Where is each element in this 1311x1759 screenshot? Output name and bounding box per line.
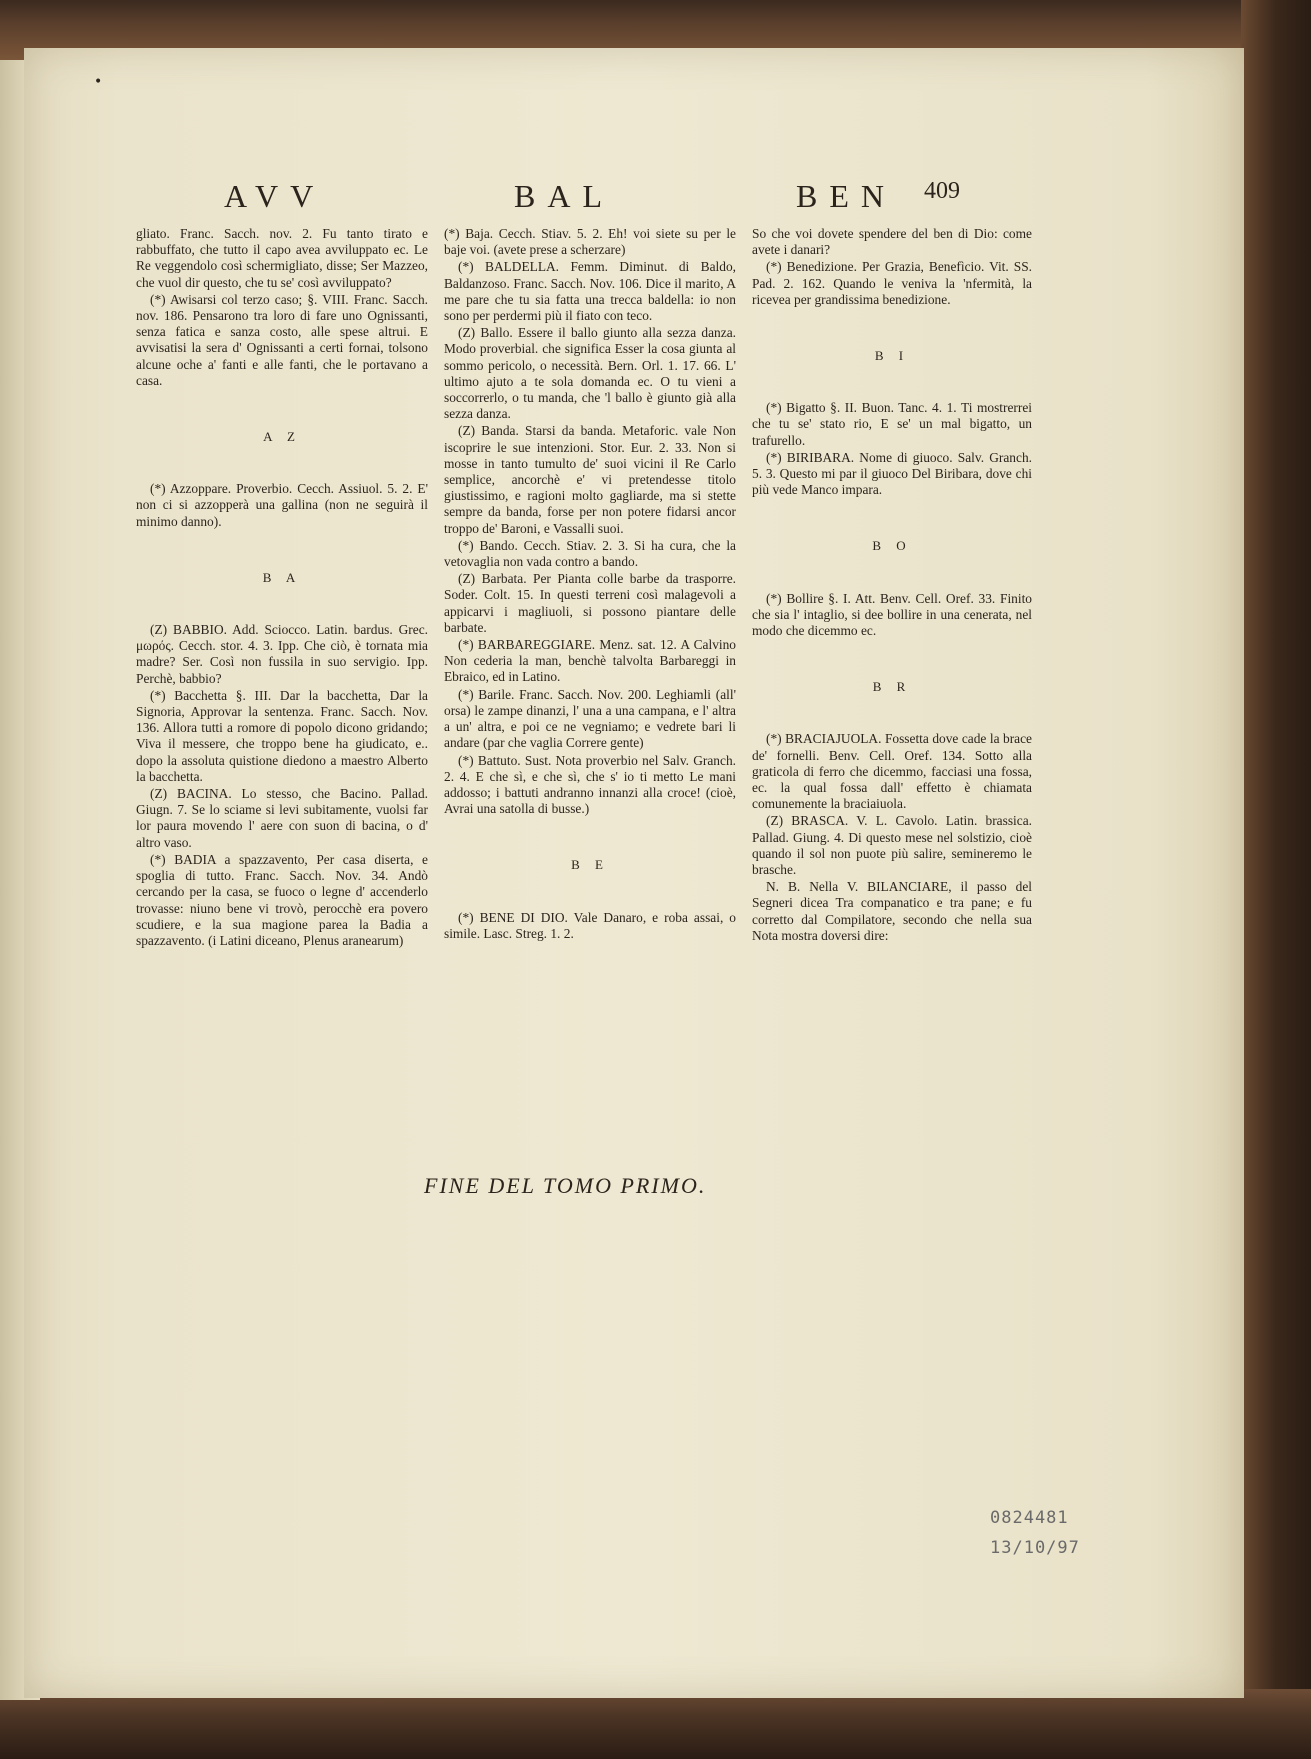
dictionary-entry: (*) BADIA a spazzavento, Per casa diserta, e spoglia di tutto. Franc. Sacch. Nov. 34. Andò cercando per la casa, se fuoco o legne d' accenderlo trovasse: niuno bene vi trovò, perocchè era povero scudiere, e la sua magione parea la Badia a spazzavento. (i Latini diceano, Plenus aranearum) <box>136 851 428 948</box>
running-head-left: AVV <box>224 178 326 214</box>
dictionary-entry: (*) BENE DI DIO. Vale Danaro, e roba assai, o simile. Lasc. Streg. 1. 2. <box>444 909 736 941</box>
dictionary-entry: (Z) Ballo. Essere il ballo giunto alla sezza danza. Modo proverbial. che significa Esser la cosa giunta al sommo pericolo, o necessità. Bern. Orl. 1. 17. 66. L' ultimo ajuto a te sola domanda ec. O tu vieni a soccorrerlo, o tu manda, che 'l ballo è giunto già alla sezza danza. <box>444 325 736 422</box>
page-bullet: • <box>94 74 103 90</box>
dictionary-entry: (*) BIRIBARA. Nome di giuoco. Salv. Granch. 5. 3. Questo mi par il giuoco Del Biribara, dove chi più vede Manco impara. <box>752 449 1032 498</box>
library-stamp <box>990 1503 1080 1563</box>
text-column-1 <box>136 226 428 950</box>
dictionary-entry: (*) Azzoppare. Proverbio. Cecch. Assiuol. 5. 2. E' non ci si azzopperà una gallina (non ne seguirà il minimo danno). <box>136 481 428 529</box>
dictionary-entry: (Z) Banda. Starsi da banda. Metaforic. vale Non iscoprire le sue intenzioni. Stor. Eur. 2. 33. Non si mosse in tanto tumulto de' suoi vicini il Re Carlo semplice, ancorchè e' vi pretendesse titolo giustissimo, e ragioni molto gagliarde, ma si stette sempre da banda, forse per non potere fidarsi ancor troppo de' Baroni, e Vassalli suoi. <box>444 423 736 536</box>
dictionary-entry: N. B. Nella V. BILANCIARE, il passo del Segneri dicea Tra companatico e tra pane; e fu corretto dal Compilatore, secondo che nella sua Nota mostra doversi dire: <box>752 879 1032 943</box>
text-column-2 <box>444 226 736 943</box>
section-heading: B O <box>872 538 912 554</box>
dictionary-entry: (*) Baja. Cecch. Stiav. 5. 2. Eh! voi siete su per le baje voi. (avete prese a scherzare) <box>444 226 736 258</box>
section-heading: B A <box>262 569 302 585</box>
section-heading: B R <box>872 679 912 695</box>
section-heading: A Z <box>263 429 301 445</box>
stamp-date: 13/10/97 <box>990 1538 1080 1558</box>
dictionary-entry: (*) Bollire §. I. Att. Benv. Cell. Oref. 33. Finito che sia l' intaglio, si dee bollire in una cenerata, nel modo che dicemmo ec. <box>752 590 1032 639</box>
dictionary-entry: (Z) BACINA. Lo stesso, che Bacino. Pallad. Giugn. 7. Se lo sciame si levi subitamente, vuolsi far lor paura movendo l' aere con suon di bacina, o d' altro vaso. <box>136 786 428 850</box>
dictionary-entry: (*) Battuto. Sust. Nota proverbio nel Salv. Granch. 2. 4. E che sì, e che sì, che s' io ti metto Le mani addosso; i battuti andranno innanzi alla croce! (cioè, Avrai una satolla di busse.) <box>444 752 736 817</box>
dictionary-entry: (*) Benedizione. Per Grazia, Benefìcio. Vit. SS. Pad. 2. 162. Quando le veniva la 'nfermità, la ricevea per grandissima benedizione. <box>752 259 1032 307</box>
dictionary-entry: So che voi dovete spendere del ben di Dio: come avete i danari? <box>752 226 1032 258</box>
cover-edge-bottom <box>0 1689 1311 1759</box>
printed-page <box>24 48 1244 1698</box>
dictionary-entry: (*) BARBAREGGIARE. Menz. sat. 12. A Calvino Non cederia la man, benchè talvolta Barbareggi in Ebraico, ed in Latino. <box>444 637 736 685</box>
section-heading: B I <box>874 348 910 364</box>
running-head-right: BEN <box>796 178 896 214</box>
dictionary-entry: (*) BRACIAJUOLA. Fossetta dove cade la brace de' fornelli. Benv. Cell. Oref. 134. Sotto alla graticola di ferro che dicemmo, facciasi una fossa, ec. la qual fossa dall' effetto è chiamata comunemente la braciaiuola. <box>752 731 1032 812</box>
dictionary-entry: (*) BALDELLA. Femm. Diminut. di Baldo, Baldanzoso. Franc. Sacch. Nov. 106. Dice il marito, A me pare che tu sia fatta una trecca baldella: io non sono per perdermi più il fiato con teco. <box>444 259 736 324</box>
section-heading: B E <box>571 857 609 873</box>
dictionary-entry: (*) Bacchetta §. III. Dar la bacchetta, Dar la Signoria, Approvar la sentenza. Franc. Sacch. Nov. 136. Allora tutti a romore di popolo dicono gridando; Viva il messere, che troppo bene ha giudicato, e.. dopo la assoluta quistione diedono a maestro Alberto la bacchetta. <box>136 687 428 784</box>
dictionary-entry: (*) Bigatto §. II. Buon. Tanc. 4. 1. Ti mostrerrei che tu se' stato rio, E se' un mal bigatto, un trafurello. <box>752 400 1032 448</box>
cover-edge-right <box>1241 0 1311 1759</box>
page-number: 409 <box>924 178 960 204</box>
dictionary-entry: (Z) Barbata. Per Pianta colle barbe da trasporre. Soder. Colt. 15. In questi terreni così malagevoli a appicarvi i magliuoli, si possono piantare delle barbate. <box>444 571 736 635</box>
dictionary-entry: (*) Bando. Cecch. Stiav. 2. 3. Si ha cura, che la vetovaglia non vada contro a bando. <box>444 537 736 570</box>
dictionary-entry: (Z) BRASCA. V. L. Cavolo. Latin. brassica. Pallad. Giung. 4. Di questo mese nel solstizio, cioè quando il sol non puote più salire, semineremo le brasche. <box>752 813 1032 878</box>
dictionary-entry: (*) Awisarsi col terzo caso; §. VIII. Franc. Sacch. nov. 186. Pensarono tra loro di fare uno Ognissanti, senza fatica e sanza costo, alle spese altrui. E avvisatisi la sera d' Ognissanti a certi fornai, tolsono alcune oche a' fanti e alle fanti, che le portavano a casa. <box>136 291 428 388</box>
stamp-number: 0824481 <box>990 1508 1069 1528</box>
end-of-volume-line: FINE DEL TOMO PRIMO. <box>424 1173 707 1198</box>
dictionary-entry: (Z) BABBIO. Add. Sciocco. Latin. bardus. Grec. μωρός. Cecch. stor. 4. 3. Ipp. Che ciò, è tornata mia madre? Ser. Così non fussila in suo servigio. Ipp. Perchè, babbio? <box>136 622 428 686</box>
text-column-3 <box>752 226 1032 945</box>
dictionary-entry: gliato. Franc. Sacch. nov. 2. Fu tanto tirato e rabbuffato, che tutto il capo avea avviluppato ec. Le Re veggendolo così schermigliato, disse; Ser Mazzeo, che vuol dir questo, che tu se' così avviluppato? <box>136 226 428 290</box>
running-head-center: BAL <box>514 178 614 214</box>
dictionary-entry: (*) Barile. Franc. Sacch. Nov. 200. Leghiamli (all' orsa) le zampe dinanzi, l' una a una campana, e l' altra a un' altra, e poi ce ne vegniamo; e vedrete bari li andare (par che vaglia Correre gente) <box>444 686 736 751</box>
